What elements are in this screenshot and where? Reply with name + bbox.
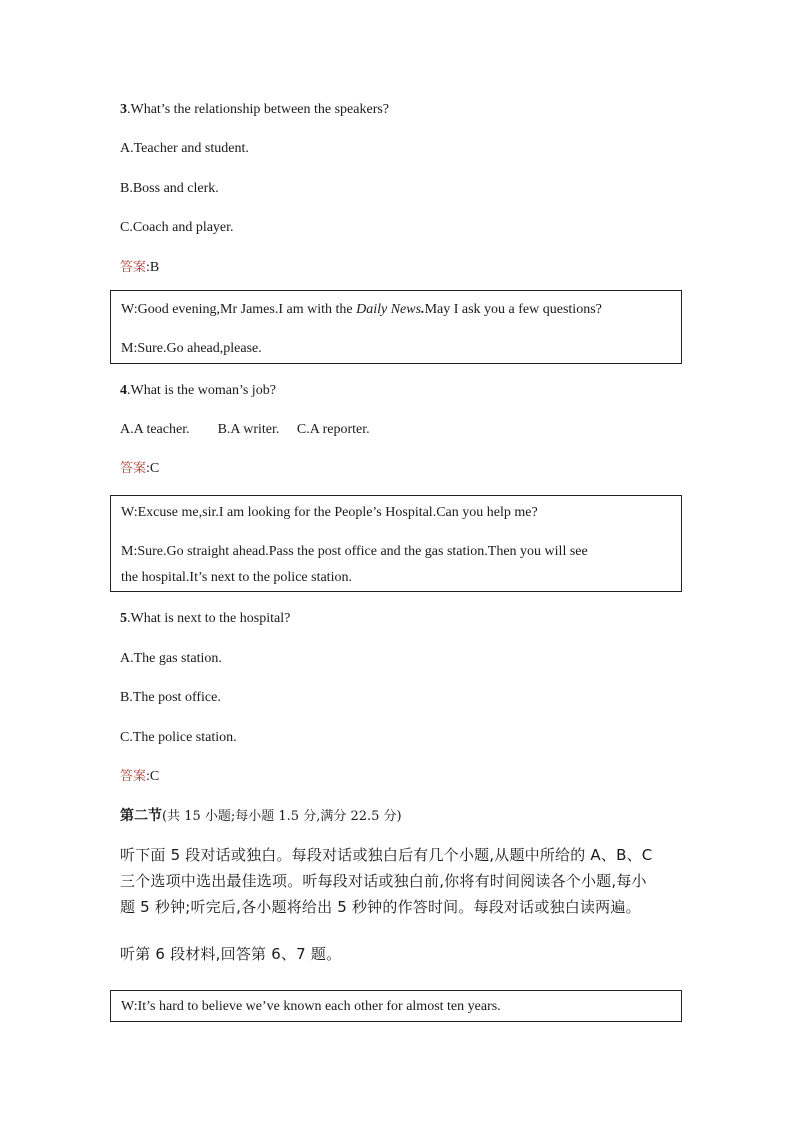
answer-label: 答案 — [120, 260, 147, 275]
newspaper-name: Daily News — [356, 302, 422, 317]
question-text: .What is next to the hospital? — [127, 611, 291, 626]
question-5 — [120, 610, 290, 628]
question-number: 4 — [120, 383, 127, 398]
transcript-man-line: M:Sure.Go straight ahead.Pass the post office and the gas station.Then you will see — [121, 544, 588, 559]
option-a: A.Teacher and student. — [120, 141, 249, 156]
question-number: 3 — [120, 102, 127, 117]
transcript-text: May I ask you a few questions? — [424, 302, 602, 317]
option-b: B.The post office. — [120, 690, 221, 705]
question-text: .What is the woman’s job? — [127, 383, 276, 398]
transcript-man-line-cont: the hospital.It’s next to the police station. — [121, 570, 352, 585]
options-line: A.A teacher. B.A writer. C.A reporter. — [120, 422, 370, 437]
option-c: C.Coach and player. — [120, 220, 234, 235]
answer-value: :B — [146, 260, 160, 275]
answer-3 — [120, 259, 159, 277]
transcript-man-line: M:Sure.Go ahead,please. — [121, 341, 262, 356]
material-instruction: 听第 6 段材料,回答第 6、7 题。 — [120, 945, 342, 963]
instructions-line-3: 题 5 秒钟;听完后,各小题将给出 5 秒钟的作答时间。每段对话或独白读两遍。 — [120, 898, 641, 916]
transcript-text: W:Good evening,Mr James.I am with the — [121, 302, 357, 317]
instructions-line-2: 三个选项中选出最佳选项。听每段对话或独白前,你将有时间阅读各个小题,每小 — [120, 872, 647, 890]
transcript-woman-line: W:Excuse me,sir.I am looking for the People’s Hospital.Can you help me? — [121, 505, 538, 520]
transcript-box-3 — [110, 990, 682, 1022]
answer-4 — [120, 460, 159, 478]
instructions-line-1: 听下面 5 段对话或独白。每段对话或独白后有几个小题,从题中所给的 A、B、C — [120, 846, 653, 864]
transcript-box-2 — [110, 495, 682, 592]
option-c: C.The police station. — [120, 730, 237, 745]
answer-value: :C — [146, 461, 160, 476]
transcript-punct: . — [421, 302, 425, 317]
question-4 — [120, 382, 276, 400]
transcript-box-1 — [110, 290, 682, 364]
option-a: A.The gas station. — [120, 651, 222, 666]
question-number: 5 — [120, 611, 127, 626]
section-note: (共 15 小题;每小题 1.5 分,满分 22.5 分) — [162, 809, 402, 824]
answer-value: :C — [146, 769, 160, 784]
answer-label: 答案 — [120, 769, 147, 784]
answer-label: 答案 — [120, 461, 147, 476]
section-title: 第二节 — [120, 808, 162, 824]
section-heading — [120, 807, 402, 826]
question-text: .What’s the relationship between the speakers? — [127, 102, 390, 117]
transcript-woman-line: W:It’s hard to believe we’ve known each other for almost ten years. — [121, 999, 501, 1014]
option-b: B.Boss and clerk. — [120, 181, 219, 196]
transcript-woman-line — [121, 301, 602, 319]
question-3 — [120, 101, 389, 119]
answer-5 — [120, 768, 159, 786]
